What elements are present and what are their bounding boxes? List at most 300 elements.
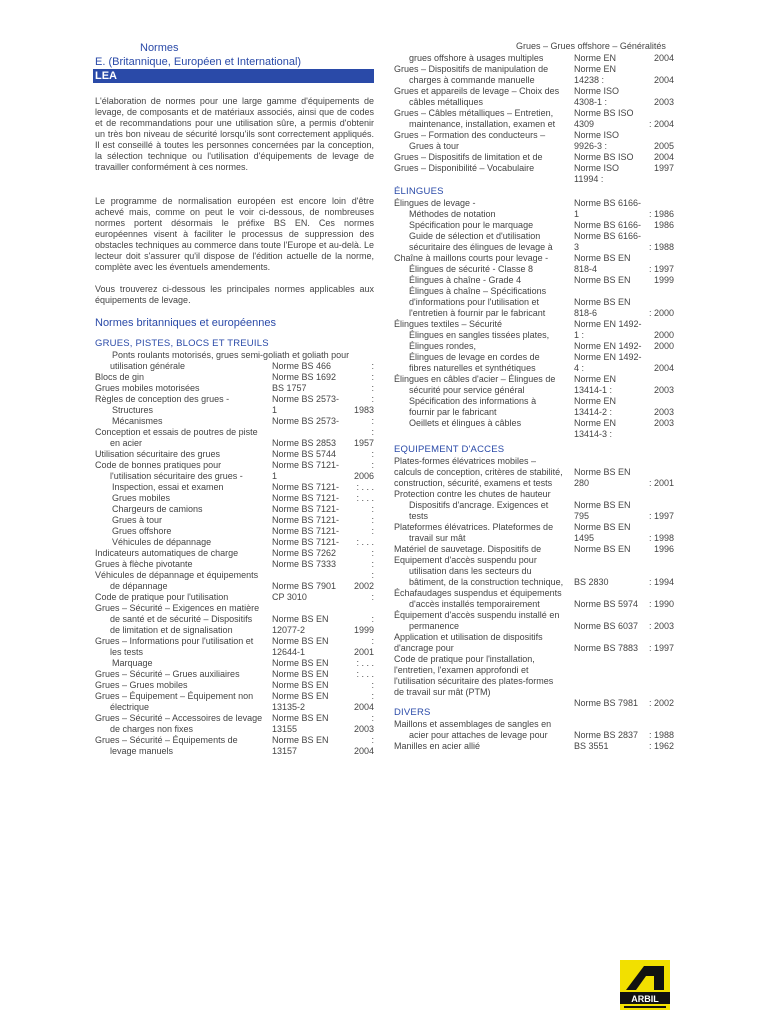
list-item (394, 174, 674, 185)
list-item (394, 500, 674, 511)
standard-number: 818-4 (574, 264, 598, 274)
standard-year: 2003 (653, 97, 674, 107)
standard-number: Norme BS EN (574, 253, 631, 263)
standard-title: les tests (110, 647, 144, 657)
standard-year: : 1962 (648, 741, 674, 751)
standard-number: Norme BS 2573- (272, 416, 340, 426)
access-equipment-list (394, 456, 674, 709)
standard-number: Norme BS 7121- (272, 526, 340, 536)
standard-title: de charges non fixes (110, 724, 194, 734)
standard-number: Norme EN (574, 374, 617, 384)
standard-year: 1999 (353, 625, 374, 635)
list-item (95, 570, 374, 581)
list-item (394, 544, 674, 555)
standard-title: Élingues en sangles tissées plates, (409, 330, 550, 340)
standard-year: : 1986 (648, 209, 674, 219)
standard-title: Élingues de levage en cordes de (409, 352, 540, 362)
standard-year: : 1997 (648, 264, 674, 274)
list-item (394, 242, 674, 253)
standard-title: Grues – Informations pour l'utilisation et (95, 636, 254, 646)
list-item (394, 209, 674, 220)
standard-number: Norme BS ISO (574, 152, 634, 162)
standard-number: Norme BS EN (574, 275, 631, 285)
list-item (394, 275, 674, 286)
standard-title: fournir par le fabricant (409, 407, 497, 417)
standard-year: : (371, 504, 374, 514)
list-item (95, 383, 374, 394)
standard-year: : . . . (356, 493, 374, 503)
standard-number: Norme BS 1692 (272, 372, 337, 382)
list-item (394, 297, 674, 308)
standard-title: grues offshore à usages multiples (409, 53, 544, 63)
standard-year: : . . . (356, 482, 374, 492)
standard-year: : 2002 (648, 698, 674, 708)
standard-title: en acier (110, 438, 143, 448)
standard-title: l'utilisation sécuritaire des plates-formes (394, 676, 554, 686)
standard-number: Norme BS 6037 (574, 621, 639, 631)
standard-number: Norme EN (574, 64, 617, 74)
standard-number: 13135-2 (272, 702, 306, 712)
standard-title: Protection contre les chutes de hauteur (394, 489, 551, 499)
list-item (95, 702, 374, 713)
standard-number: Norme BS EN (574, 500, 631, 510)
list-item (394, 730, 674, 741)
standard-number: Norme BS ISO (574, 108, 634, 118)
left-standards-list (95, 350, 374, 757)
standard-title: utilisation générale (110, 361, 186, 371)
list-item (394, 407, 674, 418)
standard-title: sécurité pour service général (409, 385, 525, 395)
standard-title: Plateformes élévatrices. Plateformes de (394, 522, 554, 532)
standard-year: 2004 (353, 702, 374, 712)
slings-list (394, 198, 674, 438)
list-item (394, 665, 674, 676)
standard-number: Norme BS 7262 (272, 548, 337, 558)
standard-number: Norme BS 6166- (574, 231, 642, 241)
standard-number: Norme BS EN (272, 680, 329, 690)
list-item (95, 394, 374, 405)
standard-year: : 1988 (648, 242, 674, 252)
standard-title: levage manuels (110, 746, 174, 756)
list-item (95, 746, 374, 757)
section-title-british-european: Normes britanniques et européennes (95, 317, 277, 329)
standard-year: : (371, 636, 374, 646)
arbil-logo (620, 960, 670, 1010)
list-item (394, 588, 674, 599)
misc-list (394, 719, 674, 759)
standard-number: Norme BS 5974 (574, 599, 639, 609)
standard-number: Norme EN 1492- (574, 319, 642, 329)
standard-year: : 1998 (648, 533, 674, 543)
running-header: Grues – Grues offshore – Généralités (516, 41, 666, 51)
list-item (394, 330, 674, 341)
standard-title: Code de pratique pour l'installation, (394, 654, 535, 664)
standard-number: Norme BS 7121- (272, 493, 340, 503)
list-item (394, 385, 674, 396)
standard-title: charges à commande manuelle (409, 75, 535, 85)
standard-number: Norme BS EN (272, 636, 329, 646)
standard-title: Spécification pour le marquage (409, 220, 534, 230)
standard-title: Structures (112, 405, 154, 415)
list-item (394, 308, 674, 319)
list-item (394, 610, 674, 621)
standard-number: Norme BS 7901 (272, 581, 337, 591)
list-item (95, 361, 374, 372)
list-item (394, 533, 674, 544)
standard-number: 4308-1 : (574, 97, 608, 107)
subsection-title-cranes: GRUES, PISTES, BLOCS ET TREUILS (95, 338, 269, 349)
standard-number: Norme EN 1492- (574, 341, 642, 351)
standard-title: calculs de conception, critères de stabilité, (394, 467, 563, 477)
list-item (95, 658, 374, 669)
standard-number: 795 (574, 511, 590, 521)
list-item (95, 526, 374, 537)
standard-title: sécuritaire des élingues de levage à (409, 242, 553, 252)
standard-title: acier pour attaches de levage pour (409, 730, 548, 740)
list-item (394, 341, 674, 352)
standard-year: : 1988 (648, 730, 674, 740)
standard-number: BS 3551 (574, 741, 609, 751)
standard-year: 1996 (653, 544, 674, 554)
standard-title: Grues – Formation des conducteurs – (394, 130, 546, 140)
standard-number: 13155 (272, 724, 298, 734)
list-item (394, 643, 674, 654)
standard-year: 1997 (653, 163, 674, 173)
list-item (394, 363, 674, 374)
standard-title: Grues à tour (112, 515, 163, 525)
standard-year: 2000 (653, 330, 674, 340)
standard-number: Norme BS EN (272, 658, 329, 668)
list-item (394, 141, 674, 152)
standard-year: 1999 (653, 275, 674, 285)
standard-year: 1983 (353, 405, 374, 415)
standard-number: Norme ISO (574, 130, 620, 140)
list-item (394, 396, 674, 407)
standard-title: Guide de sélection et d'utilisation (409, 231, 541, 241)
list-item (394, 418, 674, 429)
standard-title: Equipement d'accès suspendu pour (394, 555, 537, 565)
standard-year: 2004 (653, 75, 674, 85)
list-item (394, 264, 674, 275)
standard-title: maintenance, installation, examen et (409, 119, 556, 129)
list-item (95, 493, 374, 504)
standard-title: Indicateurs automatiques de charge (95, 548, 239, 558)
standard-title: Grues à tour (409, 141, 460, 151)
list-item (95, 724, 374, 735)
standard-year: : 1997 (648, 511, 674, 521)
list-item (394, 621, 674, 632)
standard-year: : 2001 (648, 478, 674, 488)
list-item (394, 374, 674, 385)
list-item (394, 698, 674, 709)
list-item (95, 416, 374, 427)
standard-year: : 1997 (648, 643, 674, 653)
standard-title: de santé et de sécurité – Dispositifs (110, 614, 253, 624)
list-item (95, 460, 374, 471)
standard-title: Manilles en acier allié (394, 741, 481, 751)
list-item (394, 75, 674, 86)
list-item (394, 522, 674, 533)
standard-title: d'accès installés temporairement (409, 599, 540, 609)
standard-number: Norme BS 7121- (272, 515, 340, 525)
standard-number: 13414-3 : (574, 429, 613, 439)
standard-number: Norme BS 2837 (574, 730, 639, 740)
standard-number: 13157 (272, 746, 298, 756)
lea-bar: LEA (93, 69, 374, 83)
standard-number: 1495 (574, 533, 595, 543)
standard-year: : (371, 372, 374, 382)
standard-year: : (371, 735, 374, 745)
standard-title: Élingues textiles – Sécurité (394, 319, 503, 329)
standard-number: 13414-1 : (574, 385, 613, 395)
list-item (394, 719, 674, 730)
slings-title: ÉLINGUES (394, 186, 444, 197)
standard-title: Grues – Sécurité – Accessoires de levage (95, 713, 263, 723)
standard-number: Norme BS 7121- (272, 504, 340, 514)
standard-number: Norme BS 5744 (272, 449, 337, 459)
standard-title: Dispositifs d'ancrage. Exigences et (409, 500, 549, 510)
list-item (95, 636, 374, 647)
standard-number: Norme BS EN (272, 713, 329, 723)
intro-paragraph-1: L'élaboration de normes pour une large gamme d'équipements de levage, de composants et de matériaux associés, ainsi que de codes et de recommandations pour une utilisation sûre, a permis d'obtenir un très bon niveau de sécurité lorsqu'ils sont correctement appliqués. Il est conseillé à toutes les personnes concernées par la conception, la sélection technique ou l'utilisation d'équipements de levage de travailler conformément à ces normes. (95, 96, 374, 172)
standard-title: de dépannage (110, 581, 168, 591)
list-item (394, 253, 674, 264)
standard-number: Norme BS 2573- (272, 394, 340, 404)
standard-number: 9926-3 : (574, 141, 608, 151)
standard-number: 14238 : (574, 75, 605, 85)
standard-title: l'utilisation sécuritaire des grues - (110, 471, 243, 481)
standard-year: : (371, 592, 374, 602)
standard-title: d'informations pour l'utilisation et (409, 297, 540, 307)
standard-title: Élingues de levage - (394, 198, 476, 208)
list-item (394, 352, 674, 363)
list-item (394, 741, 674, 752)
standard-number: Norme BS EN (272, 669, 329, 679)
list-item (394, 654, 674, 665)
list-item (394, 64, 674, 75)
page-title: Normes (140, 42, 179, 54)
standard-year: : (371, 383, 374, 393)
standard-number: BS 2830 (574, 577, 609, 587)
standard-title: Méthodes de notation (409, 209, 496, 219)
list-item (95, 504, 374, 515)
standard-title: travail sur mât (409, 533, 466, 543)
standard-title: Chargeurs de camions (112, 504, 203, 514)
standard-title: Équipement d'accès suspendu installé en (394, 610, 560, 620)
standard-number: Norme BS EN (574, 522, 631, 532)
standard-year: 2006 (353, 471, 374, 481)
standard-number: Norme EN (574, 418, 617, 428)
standard-number: Norme BS 7121- (272, 482, 340, 492)
standard-number: 4 : (574, 363, 585, 373)
standard-title: permanence (409, 621, 460, 631)
list-item (394, 511, 674, 522)
standard-number: CP 3010 (272, 592, 307, 602)
standard-title: Grues – Sécurité – Grues auxiliaires (95, 669, 240, 679)
standard-title: Grues – Sécurité – Exigences en matière (95, 603, 260, 613)
standard-title: Élingues rondes, (409, 341, 477, 351)
standard-title: bâtiment, de la construction technique, (409, 577, 564, 587)
list-item (394, 130, 674, 141)
standard-title: Code de pratique pour l'utilisation (95, 592, 229, 602)
standard-title: Grues – Câbles métalliques – Entretien, (394, 108, 554, 118)
list-item (394, 489, 674, 500)
standard-number: 1 (272, 405, 278, 415)
standard-title: électrique (110, 702, 150, 712)
standard-year: 2001 (353, 647, 374, 657)
list-item (394, 152, 674, 163)
standard-number: Norme BS EN (272, 735, 329, 745)
list-item (95, 559, 374, 570)
standard-year: : 1990 (648, 599, 674, 609)
standard-number: Norme BS EN (574, 467, 631, 477)
standard-title: Grues – Grues mobiles (95, 680, 188, 690)
standard-title: Grues – Dispositifs de limitation et de (394, 152, 543, 162)
standard-year: : . . . (356, 658, 374, 668)
list-item (394, 286, 674, 297)
list-item (95, 713, 374, 724)
standard-number: 12644-1 (272, 647, 306, 657)
standard-title: Règles de conception des grues - (95, 394, 230, 404)
standard-number: 280 (574, 478, 590, 488)
list-item (95, 680, 374, 691)
list-item (394, 108, 674, 119)
standard-number: 1 (574, 209, 580, 219)
standard-title: Grues – Sécurité – Équipements de (95, 735, 238, 745)
standard-number: 12077-2 (272, 625, 306, 635)
list-item (95, 405, 374, 416)
list-item (394, 566, 674, 577)
standard-title: Grues mobiles (112, 493, 171, 503)
standard-title: tests (409, 511, 429, 521)
intro-paragraph-2: Le programme de normalisation européen est encore loin d'être achevé mais, comme on peut le voir ci-dessous, de nombreuses normes portent désormais le préfixe BS EN. Ces normes européennes visent à faciliter le processus de suppression des obstacles techniques au commerce dans toute l'Europe et au-delà. Le lecteur doit s'assurer qu'il dispose de l'édition actuelle de la norme, complète avec les éventuels amendements. (95, 196, 374, 272)
list-item (95, 603, 374, 614)
list-item (95, 647, 374, 658)
standard-title: câbles métalliques (409, 97, 484, 107)
standard-year: : (371, 361, 374, 371)
list-item (394, 577, 674, 588)
standard-number: Norme BS 2853 (272, 438, 337, 448)
standard-number: Norme EN (574, 53, 617, 63)
list-item (95, 471, 374, 482)
standard-year: : 2004 (648, 119, 674, 129)
list-item (95, 537, 374, 548)
standard-year: : (371, 449, 374, 459)
standard-title: Élingues de sécurité - Classe 8 (409, 264, 534, 274)
standard-title: Grues – Disponibilité – Vocabulaire (394, 163, 535, 173)
list-item (394, 198, 674, 209)
list-item (394, 163, 674, 174)
standard-year: : (371, 515, 374, 525)
list-item (394, 599, 674, 610)
standard-title: Application et utilisation de dispositifs (394, 632, 543, 642)
list-item (95, 350, 374, 361)
standard-year: 2004 (353, 746, 374, 756)
standard-title: Élingues en câbles d'acier – Élingues de (394, 374, 556, 384)
standard-title: de limitation et de signalisation (110, 625, 233, 635)
list-item (394, 632, 674, 643)
standard-title: construction, sécurité, examens et tests (394, 478, 553, 488)
list-item (95, 372, 374, 383)
list-item (95, 735, 374, 746)
standard-number: Norme EN 1492- (574, 352, 642, 362)
standard-number: Norme BS 7121- (272, 537, 340, 547)
standard-year: : (371, 570, 374, 580)
standard-year: : . . . (356, 537, 374, 547)
standard-number: Norme ISO (574, 86, 620, 96)
standard-title: Oeillets et élingues à câbles (409, 418, 522, 428)
list-item (394, 478, 674, 489)
standard-number: Norme BS 7333 (272, 559, 337, 569)
standard-title: Inspection, essai et examen (112, 482, 224, 492)
standard-year: : (371, 394, 374, 404)
list-item (95, 581, 374, 592)
standard-year: 2002 (353, 581, 374, 591)
standard-title: Grues mobiles motorisées (95, 383, 200, 393)
standard-title: Conception et essais de poutres de piste (95, 427, 258, 437)
standard-number: Norme BS 7883 (574, 643, 639, 653)
list-item (95, 427, 374, 438)
standard-title: l'entretien à fournir par le fabricant (409, 308, 546, 318)
standard-title: Grues et appareils de levage – Choix des (394, 86, 560, 96)
list-item (95, 515, 374, 526)
standard-title: Chaîne à maillons courts pour levage - (394, 253, 549, 263)
list-item (394, 467, 674, 478)
standard-title: fibres naturelles et synthétiques (409, 363, 536, 373)
standard-year: : (371, 559, 374, 569)
standard-title: Marquage (112, 658, 153, 668)
standard-year: 2000 (653, 341, 674, 351)
standard-number: Norme BS EN (574, 297, 631, 307)
standard-number: 818-6 (574, 308, 598, 318)
standard-year: : 2000 (648, 308, 674, 318)
standard-year: : (371, 526, 374, 536)
standard-year: 2003 (653, 407, 674, 417)
standard-title: Matériel de sauvetage. Dispositifs de (394, 544, 542, 554)
standard-year: 2003 (653, 418, 674, 428)
list-item (394, 429, 674, 440)
standard-title: Utilisation sécuritaire des grues (95, 449, 221, 459)
standard-number: Norme BS EN (574, 544, 631, 554)
standard-year: : (371, 713, 374, 723)
standard-title: Ponts roulants motorisés, grues semi-goliath et goliath pour (112, 350, 350, 360)
standard-year: : 2003 (648, 621, 674, 631)
standard-year: : (371, 614, 374, 624)
list-item (394, 555, 674, 566)
standard-title: Grues à flèche pivotante (95, 559, 193, 569)
standard-year: : (371, 460, 374, 470)
standard-title: Maillons et assemblages de sangles en (394, 719, 552, 729)
right-cranes-list (394, 53, 674, 183)
standard-year: : . . . (356, 669, 374, 679)
standard-title: Spécification des informations à (409, 396, 537, 406)
list-item (394, 676, 674, 687)
standard-title: Code de bonnes pratiques pour (95, 460, 222, 470)
standard-title: Grues – Équipement – Équipement non (95, 691, 254, 701)
standard-number: Norme BS 6166- (574, 198, 642, 208)
standard-title: d'ancrage pour (394, 643, 454, 653)
list-item (95, 482, 374, 493)
standard-title: Plates-formes élévatrices mobiles – (394, 456, 537, 466)
standard-year: : (371, 691, 374, 701)
standard-year: 1957 (353, 438, 374, 448)
standard-number: 1 : (574, 330, 585, 340)
list-item (394, 53, 674, 64)
standard-year: 1986 (653, 220, 674, 230)
standard-year: 2004 (653, 363, 674, 373)
standard-year: : 1994 (648, 577, 674, 587)
standard-year: 2003 (353, 724, 374, 734)
